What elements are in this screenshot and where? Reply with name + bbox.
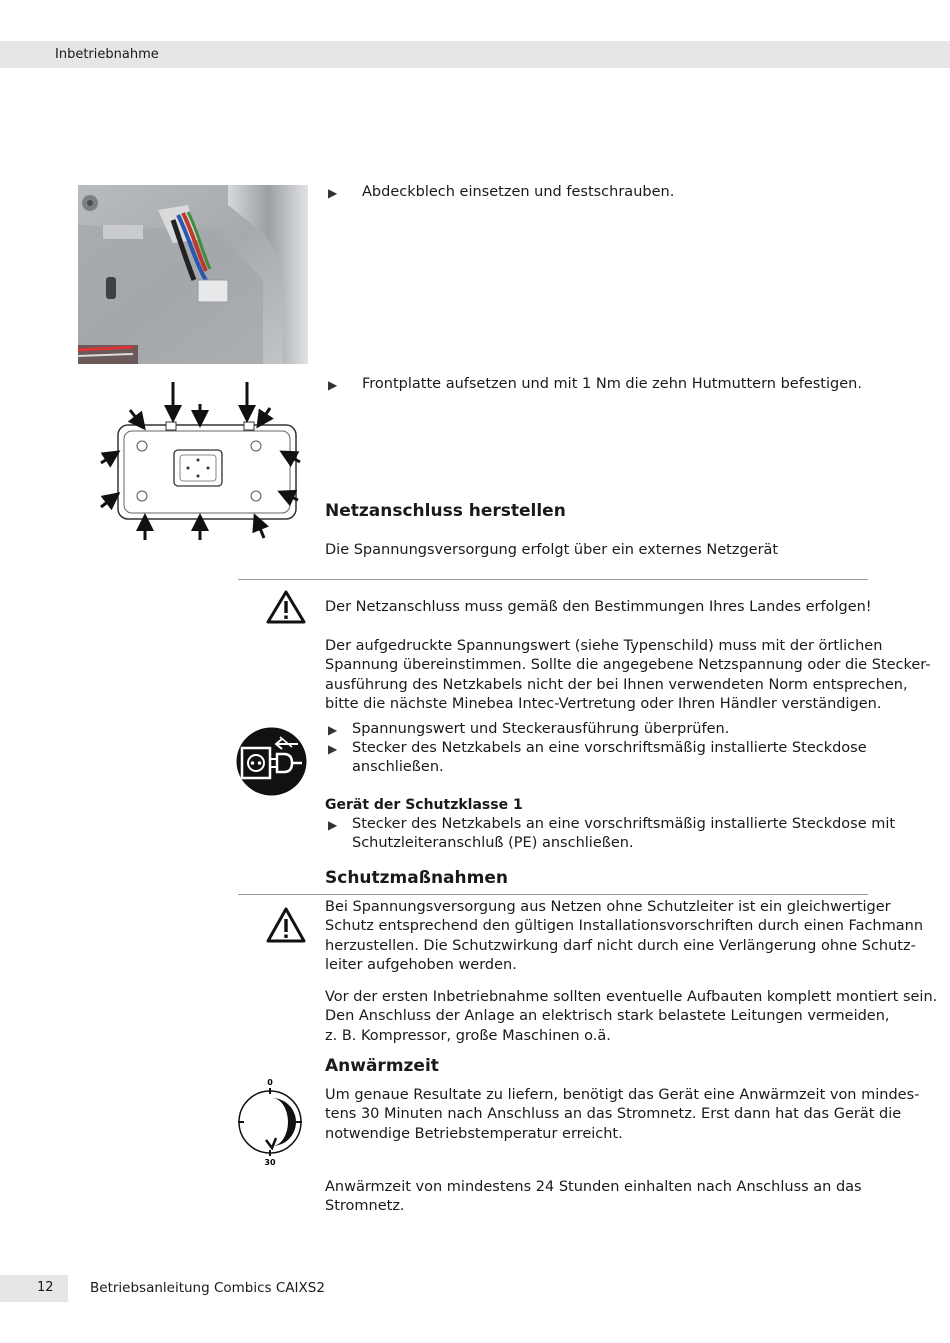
warm-paragraph-1-line: tens 30 Minuten nach Anschluss an das Stromnetz. Erst dann hat das Gerät die — [325, 1106, 902, 1123]
footer-page-box — [0, 1275, 68, 1302]
schutz-paragraph-2-line: Den Anschluss der Anlage an elektrisch stark belastete Leitungen vermeiden, — [325, 1008, 890, 1025]
netz-bullet-3 — [352, 815, 895, 854]
netz-bullet-3-line: Stecker des Netzkabels an eine vorschriftsmäßig installierte Steckdose mit — [352, 816, 896, 832]
page-number: 12 — [37, 1280, 54, 1295]
netz-paragraph-line: ausführung des Netzkabels nicht der bei Ihnen verwendeten Norm entsprechen, — [325, 676, 908, 693]
netz-warning: Der Netzanschluss muss gemäß den Bestimmungen Ihres Landes erfolgen! — [325, 599, 872, 615]
triangle-right-icon: ▶ — [328, 186, 338, 200]
divider — [238, 894, 868, 895]
clock-icon — [236, 1078, 304, 1166]
header-bar — [0, 41, 950, 68]
schutz-paragraph-1-line: Bei Spannungsversorgung aus Netzen ohne Schutzleiter ist ein gleichwertiger — [325, 899, 891, 915]
warning-triangle-icon — [265, 589, 307, 625]
netz-bullet-2 — [352, 739, 867, 778]
triangle-right-icon: ▶ — [328, 818, 338, 832]
netzanschluss-heading: Netzanschluss herstellen — [325, 501, 566, 521]
step-1-text: Abdeckblech einsetzen und festschrauben. — [362, 184, 675, 200]
warning-triangle-icon — [265, 906, 307, 944]
schutz-paragraph-1-line: herzustellen. Die Schutzwirkung darf nicht durch eine Verlängerung ohne Schutz- — [325, 937, 916, 954]
triangle-right-icon: ▶ — [328, 723, 338, 737]
warm-paragraph-2 — [325, 1178, 862, 1217]
clock-label-top: 0 — [267, 1078, 273, 1087]
netz-bullet-2-line: Stecker des Netzkabels an eine vorschriftsmäßig installierte Steckdose — [352, 740, 867, 756]
netz-intro: Die Spannungsversorgung erfolgt über ein externes Netzgerät — [325, 542, 779, 558]
netz-bullet-3-line: Schutzleiteranschluß (PE) anschließen. — [352, 835, 634, 852]
plug-socket-icon — [236, 727, 307, 796]
schutzmassnahmen-heading: Schutzmaßnahmen — [325, 868, 508, 888]
schutzklasse-heading: Gerät der Schutzklasse 1 — [325, 797, 523, 813]
netz-paragraph-line: Spannung übereinstimmen. Sollte die angegebene Netzspannung oder die Stecker- — [325, 657, 931, 674]
triangle-right-icon: ▶ — [328, 378, 338, 392]
netz-paragraph-line: bitte die nächste Minebea Intec-Vertretung oder Ihren Händler verständigen. — [325, 696, 882, 713]
anwaermzeit-heading: Anwärmzeit — [325, 1056, 439, 1076]
divider — [238, 579, 868, 580]
cover-plate-photo — [78, 185, 308, 364]
schutz-paragraph-2-line: Vor der ersten Inbetriebnahme sollten eventuelle Aufbauten komplett montiert sein. — [325, 989, 938, 1005]
footer-doc-title: Betriebsanleitung Combics CAIXS2 — [90, 1280, 325, 1296]
front-plate-diagram — [98, 380, 304, 542]
netz-bullet-2-line: anschließen. — [352, 759, 444, 776]
netz-bullet-1: Spannungswert und Steckerausführung überprüfen. — [352, 721, 730, 737]
schutz-paragraph-1-line: leiter aufgehoben werden. — [325, 957, 517, 974]
schutz-paragraph-2 — [325, 988, 937, 1046]
warm-paragraph-2-line: Stromnetz. — [325, 1198, 405, 1215]
clock-label-bottom: 30 — [264, 1158, 276, 1166]
warm-paragraph-1-line: notwendige Betriebstemperatur erreicht. — [325, 1125, 623, 1142]
triangle-right-icon: ▶ — [328, 742, 338, 756]
warm-paragraph-1-line: Um genaue Resultate zu liefern, benötigt das Gerät eine Anwärmzeit von mindes- — [325, 1087, 920, 1103]
netz-paragraph-line: Der aufgedruckte Spannungswert (siehe Typenschild) muss mit der örtlichen — [325, 638, 883, 654]
schutz-paragraph-2-line: z. B. Kompressor, große Maschinen o.ä. — [325, 1027, 611, 1044]
schutz-paragraph-1-line: Schutz entsprechend den gültigen Installationsvorschriften durch einen Fachmann — [325, 918, 924, 935]
warm-paragraph-2-line: Anwärmzeit von mindestens 24 Stunden einhalten nach Anschluss an das — [325, 1179, 862, 1195]
netz-paragraph — [325, 637, 931, 715]
step-2-text: Frontplatte aufsetzen und mit 1 Nm die zehn Hutmuttern befestigen. — [362, 376, 862, 392]
schutz-paragraph-1 — [325, 898, 923, 976]
warm-paragraph-1 — [325, 1086, 919, 1144]
header-title: Inbetriebnahme — [55, 47, 159, 62]
